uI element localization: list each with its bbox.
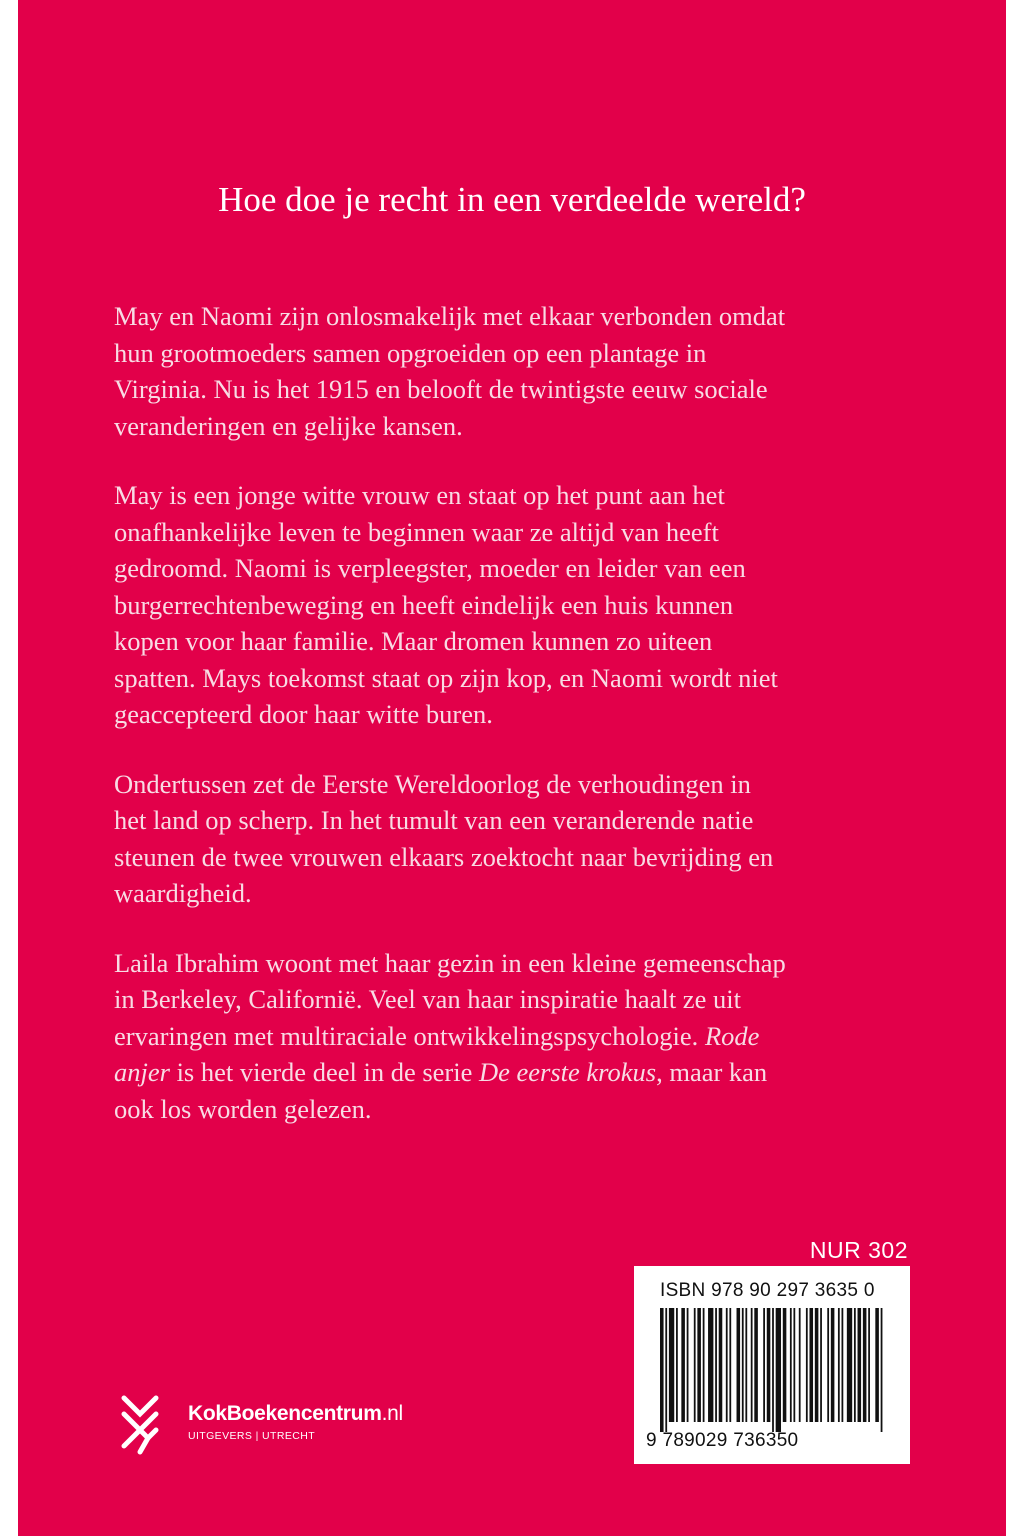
publisher-tld: .nl bbox=[381, 1402, 403, 1425]
publisher-logo bbox=[118, 1388, 478, 1460]
bio-line: Laila Ibrahim woont met haar gezin in een kleine gemeenschap bbox=[114, 947, 786, 978]
bio-text: ervaringen met multiraciale ontwikkelingspsychologie. bbox=[114, 1020, 705, 1051]
blurb-paragraph-1 bbox=[114, 298, 914, 444]
series-title-italic: De eerste krokus bbox=[478, 1057, 657, 1087]
barcode-bar bbox=[847, 1308, 852, 1422]
barcode-bar bbox=[708, 1308, 713, 1422]
blurb-line: spatten. Mays toekomst staat op zijn kop, en Naomi wordt niet bbox=[114, 662, 778, 693]
barcode-bar bbox=[776, 1308, 781, 1432]
blurb-line: kopen voor haar familie. Maar dromen kunnen zo uiteen bbox=[114, 626, 713, 656]
blurb-paragraph-3 bbox=[114, 766, 914, 912]
blurb-line: May is een jonge witte vrouw en staat op het punt aan het bbox=[114, 480, 725, 510]
barcode-bar bbox=[772, 1308, 774, 1432]
barcode-bar bbox=[754, 1308, 758, 1422]
blurb-line: veranderingen en gelijke kansen. bbox=[114, 410, 463, 441]
barcode-bar bbox=[687, 1308, 689, 1422]
blurb-text bbox=[114, 298, 914, 1160]
bio-line bbox=[114, 1054, 914, 1091]
publisher-name bbox=[188, 1402, 403, 1426]
barcode-bar bbox=[831, 1308, 835, 1422]
barcode-bar bbox=[863, 1308, 867, 1422]
barcode-bar bbox=[815, 1308, 819, 1422]
author-bio-paragraph bbox=[114, 945, 914, 1128]
book-title-italic: Rode bbox=[704, 1020, 760, 1051]
blurb-line: steunen de twee vrouwen elkaars zoektocht naar bevrijding en bbox=[114, 841, 774, 872]
barcode-bar bbox=[827, 1308, 829, 1422]
barcode-bar bbox=[676, 1308, 678, 1422]
barcode-bar bbox=[858, 1308, 862, 1422]
barcode-bar bbox=[737, 1308, 741, 1422]
barcode-bar bbox=[703, 1308, 705, 1422]
barcode-bar bbox=[820, 1308, 822, 1422]
bio-line bbox=[114, 1018, 914, 1055]
blurb-line: geaccepteerd door haar witte buren. bbox=[114, 699, 493, 729]
isbn-label: ISBN 978 90 297 3635 0 bbox=[660, 1280, 875, 1301]
barcode-bar bbox=[793, 1308, 795, 1422]
ean-digits: 9 789029 736350 bbox=[646, 1430, 799, 1451]
barcode-bars bbox=[660, 1308, 886, 1432]
barcode-bar bbox=[745, 1308, 747, 1422]
bio-text: , maar kan bbox=[656, 1057, 768, 1087]
blurb-line: burgerrechtenbeweging en heeft eindelijk een huis kunnen bbox=[114, 589, 734, 620]
barcode-bar bbox=[694, 1308, 696, 1422]
book-back-cover bbox=[18, 0, 1006, 1536]
barcode-bar bbox=[842, 1308, 844, 1422]
barcode-bar bbox=[854, 1308, 856, 1422]
barcode-bar bbox=[715, 1308, 717, 1422]
publisher-subtitle: UITGEVERS | UTRECHT bbox=[188, 1430, 316, 1442]
blurb-line: waardigheid. bbox=[114, 878, 252, 908]
blurb-paragraph-2 bbox=[114, 477, 914, 733]
barcode-bar bbox=[783, 1308, 787, 1422]
blurb-line: May en Naomi zijn onlosmakelijk met elkaar verbonden omdat bbox=[114, 301, 786, 331]
barcode-bar bbox=[767, 1308, 771, 1422]
blurb-line: gedroomd. Naomi is verpleegster, moeder en leider van een bbox=[114, 553, 746, 583]
blurb-line: hun grootmoeders samen opgroeiden op een plantage in bbox=[114, 337, 707, 368]
barcode-bar bbox=[790, 1308, 792, 1422]
barcode-bar bbox=[726, 1308, 728, 1422]
barcode-bar bbox=[763, 1308, 765, 1422]
barcode-bar bbox=[742, 1308, 744, 1422]
barcode-bar bbox=[729, 1308, 731, 1422]
bio-line: in Berkeley, Californië. Veel van haar inspiratie haalt ze uit bbox=[114, 984, 741, 1014]
publisher-name-text: KokBoekencentrum bbox=[188, 1402, 382, 1425]
barcode-bar bbox=[669, 1308, 674, 1422]
barcode-bar bbox=[751, 1308, 753, 1422]
bio-text: is het vierde deel in de serie bbox=[169, 1057, 479, 1087]
isbn-barcode bbox=[634, 1266, 910, 1464]
barcode-bar bbox=[697, 1308, 701, 1422]
barcode-bar bbox=[719, 1308, 723, 1422]
barcode-bar bbox=[838, 1308, 840, 1422]
barcode-bar bbox=[881, 1308, 883, 1432]
barcode-bar bbox=[809, 1308, 813, 1422]
barcode-bar bbox=[868, 1308, 870, 1422]
nur-code: NUR 302 bbox=[809, 1237, 908, 1263]
barcode-bar bbox=[875, 1308, 879, 1422]
blurb-line: het land op scherp. In het tumult van een veranderende natie bbox=[114, 805, 754, 835]
barcode-bar bbox=[806, 1308, 808, 1422]
blurb-line: onafhankelijke leven te beginnen waar ze altijd van heeft bbox=[114, 516, 719, 547]
blurb-line: Virginia. Nu is het 1915 en belooft de twintigste eeuw sociale bbox=[114, 374, 768, 404]
bio-line: ook los worden gelezen. bbox=[114, 1093, 372, 1124]
cover-headline: Hoe doe je recht in een verdeelde wereld? bbox=[218, 180, 806, 219]
book-title-italic: anjer bbox=[114, 1057, 170, 1087]
barcode-bar bbox=[660, 1308, 664, 1432]
blurb-line: Ondertussen zet de Eerste Wereldoorlog de verhoudingen in bbox=[114, 768, 751, 799]
barcode-bar bbox=[665, 1308, 667, 1432]
kok-boekencentrum-logo-icon bbox=[118, 1388, 162, 1460]
barcode-bar bbox=[681, 1308, 685, 1422]
barcode-bar bbox=[799, 1308, 801, 1422]
